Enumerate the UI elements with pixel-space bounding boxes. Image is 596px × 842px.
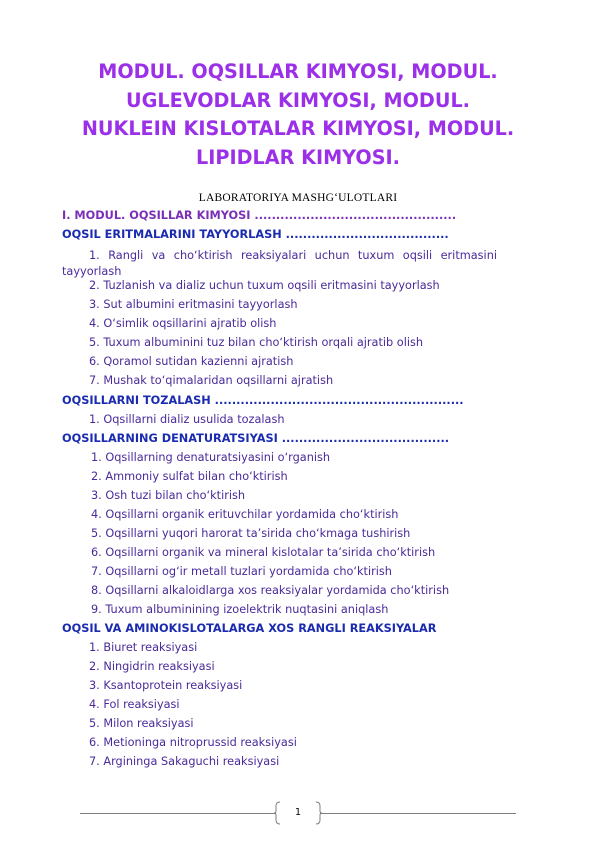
list-item: 1. Rangli va cho‘ktirish reaksiyalari uchun tuxum oqsili eritmasini tayyorlash [62,249,497,278]
footer-rule-left [80,813,276,814]
list-item: 1. Oqsillarning denaturatsiyasini o‘rganish [91,451,331,464]
list-item: 7. Argininga Sakaguchi reaksiyasi [89,755,280,768]
list-item: 6. Oqsillarni organik va mineral kislotalar ta’sirida cho‘ktirish [91,546,436,559]
list-item: 4. Fol reaksiyasi [89,698,180,711]
list-item: 3. Sut albumini eritmasini tayyorlash [89,298,298,311]
list-item: 5. Tuxum albuminini tuz bilan cho‘ktirish orqali ajratib olish [89,336,424,349]
subtitle: LABORATORIYA MASHG‘ULOTLARI [198,192,398,204]
list-item: 4. O‘simlik oqsillarini ajratib olish [89,317,277,330]
list-item: 3. Osh tuzi bilan cho‘ktirish [91,489,246,502]
list-item: 9. Tuxum albuminining izoelektrik nuqtasini aniqlash [91,603,389,616]
list-item: 5. Milon reaksiyasi [89,717,194,730]
list-item: 3. Ksantoprotein reaksiyasi [89,679,243,692]
list-item: 2. Ammoniy sulfat bilan cho‘ktirish [91,470,288,483]
list-item: 7. Oqsillarni og‘ir metall tuzlari yordamida cho‘ktirish [91,565,392,578]
list-item: 2. Tuzlanish va dializ uchun tuxum oqsili eritmasini tayyorlash [89,279,440,292]
section-heading-color-reactions: OQSIL VA AMINOKISLOTALARGA XOS RANGLI REAKSIYALAR [62,622,437,635]
section-heading-purification: OQSILLARNI TOZALASH .......................................................... [62,394,464,407]
list-item: 5. Oqsillarni yuqori harorat ta’sirida cho‘kmaga tushirish [91,527,411,540]
document-title: MODUL. OQSILLAR KIMYOSI, MODUL. UGLEVODLAR KIMYOSI, MODUL. NUKLEIN KISLOTALAR KIMYOSI, MODUL. LIPIDLAR KIMYOSI. [81,60,515,169]
list-item: 1. Biuret reaksiyasi [89,641,198,654]
list-item: 8. Oqsillarni alkaloidlarga xos reaksiyalar yordamida cho‘ktirish [91,584,450,597]
list-item: 6. Metioninga nitroprussid reaksiyasi [89,736,297,749]
section-heading-denaturation: OQSILLARNING DENATURATSIYASI ....................................... [62,432,450,445]
footer-rule-right [320,813,516,814]
list-item: 1. Oqsillarni dializ usulida tozalash [89,413,285,426]
section-heading-protein-solutions: OQSIL ERITMALARINI TAYYORLASH ...................................... [62,228,449,241]
list-item: 7. Mushak to‘qimalaridan oqsillarni ajratish [89,374,334,387]
page-number: 1 [294,807,302,818]
list-item: 4. Oqsillarni organik erituvchilar yordamida cho‘ktirish [91,508,399,521]
module-heading: I. MODUL. OQSILLAR KIMYOSI ............................................... [62,209,457,222]
list-item: 2. Ningidrin reaksiyasi [89,660,215,673]
list-item: 6. Qoramol sutidan kazienni ajratish [89,355,294,368]
